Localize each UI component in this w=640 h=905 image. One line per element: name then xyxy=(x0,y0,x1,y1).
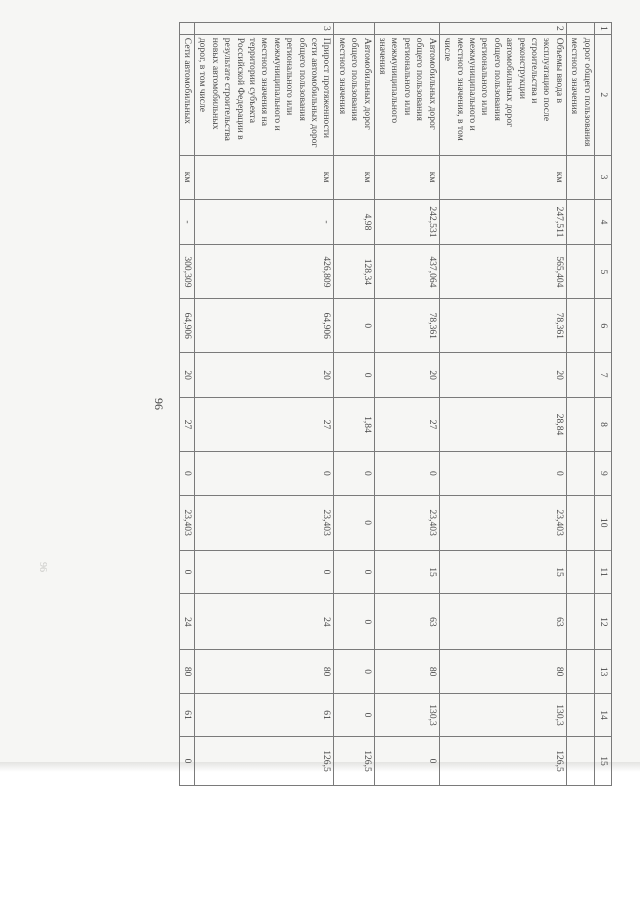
header-cell: 2 xyxy=(594,34,611,155)
value-cell: 0 xyxy=(439,451,566,495)
value-cell: 0 xyxy=(334,495,374,550)
value-cell: 23,403 xyxy=(374,495,439,550)
value-cell: 80 xyxy=(195,650,334,694)
value-cell: 27 xyxy=(374,398,439,452)
rotated-sheet xyxy=(102,22,612,786)
value-cell: 0 xyxy=(334,353,374,398)
value-cell: 0 xyxy=(334,694,374,737)
table-row xyxy=(179,23,194,786)
value-cell xyxy=(566,694,594,737)
value-cell: - xyxy=(195,199,334,245)
faint-scan-mark: 96 xyxy=(37,562,48,572)
row-number-cell: 2 xyxy=(439,23,566,35)
row-label-cell: Прирост протяженности сети автомобильных дорог общего пользования регионального или межмуниципального и местного значения на территории субъекта Российской Федерации в результате строительства новых автомобильных дорог, в том числе xyxy=(195,34,334,155)
value-cell: 80 xyxy=(374,650,439,694)
value-cell xyxy=(566,451,594,495)
table-row xyxy=(374,23,439,786)
value-cell: 20 xyxy=(179,353,194,398)
row-number-cell xyxy=(374,23,439,35)
value-cell: 0 xyxy=(334,299,374,353)
unit-cell: км xyxy=(179,155,194,199)
value-cell: 0 xyxy=(334,550,374,594)
value-cell: 63 xyxy=(439,594,566,650)
value-cell: 80 xyxy=(439,650,566,694)
value-cell: 61 xyxy=(179,694,194,737)
header-cell: 10 xyxy=(594,495,611,550)
header-row xyxy=(594,23,611,786)
header-cell: 8 xyxy=(594,398,611,452)
value-cell xyxy=(566,353,594,398)
value-cell: 63 xyxy=(374,594,439,650)
value-cell xyxy=(566,199,594,245)
value-cell: 64,906 xyxy=(179,299,194,353)
table-row xyxy=(195,23,334,786)
header-cell: 1 xyxy=(594,23,611,35)
value-cell: 126,5 xyxy=(334,737,374,786)
value-cell: 247,511 xyxy=(439,199,566,245)
value-cell: 0 xyxy=(334,650,374,694)
unit-cell: км xyxy=(334,155,374,199)
header-cell: 9 xyxy=(594,451,611,495)
row-label-cell: Сети автомобильных xyxy=(179,34,194,155)
value-cell xyxy=(566,737,594,786)
row-number-cell xyxy=(566,23,594,35)
value-cell: 128,34 xyxy=(334,245,374,299)
unit-cell: км xyxy=(195,155,334,199)
value-cell: 27 xyxy=(195,398,334,452)
value-cell: 126,5 xyxy=(195,737,334,786)
value-cell: 23,403 xyxy=(179,495,194,550)
value-cell: 0 xyxy=(334,594,374,650)
header-cell: 14 xyxy=(594,694,611,737)
value-cell: 0 xyxy=(195,550,334,594)
value-cell: 126,5 xyxy=(439,737,566,786)
value-cell: 0 xyxy=(179,451,194,495)
value-cell xyxy=(566,299,594,353)
value-cell: 437,064 xyxy=(374,245,439,299)
value-cell: 1,84 xyxy=(334,398,374,452)
value-cell: 130,3 xyxy=(374,694,439,737)
value-cell: 426,809 xyxy=(195,245,334,299)
value-cell: 27 xyxy=(179,398,194,452)
value-cell: 20 xyxy=(195,353,334,398)
value-cell: 24 xyxy=(195,594,334,650)
header-cell: 6 xyxy=(594,299,611,353)
value-cell: 0 xyxy=(179,737,194,786)
unit-cell xyxy=(566,155,594,199)
value-cell: 20 xyxy=(374,353,439,398)
header-cell: 3 xyxy=(594,155,611,199)
header-cell: 15 xyxy=(594,737,611,786)
value-cell: 61 xyxy=(195,694,334,737)
row-label-cell: Автомобильных дорог общего пользования местного значения xyxy=(334,34,374,155)
value-cell xyxy=(566,245,594,299)
header-cell: 5 xyxy=(594,245,611,299)
table-row xyxy=(439,23,566,786)
value-cell: - xyxy=(179,199,194,245)
value-cell: 15 xyxy=(374,550,439,594)
header-cell: 12 xyxy=(594,594,611,650)
value-cell: 0 xyxy=(374,737,439,786)
value-cell: 15 xyxy=(439,550,566,594)
row-label-cell: Объемы ввода в эксплуатацию после строительства и реконструкции автомобильных дорог общего пользования регионального или межмуниципального и местного значения, в том числе xyxy=(439,34,566,155)
header-cell: 4 xyxy=(594,199,611,245)
value-cell: 80 xyxy=(179,650,194,694)
indicators-table xyxy=(179,22,612,786)
value-cell: 0 xyxy=(334,451,374,495)
header-cell: 7 xyxy=(594,353,611,398)
unit-cell: км xyxy=(374,155,439,199)
value-cell: 24 xyxy=(179,594,194,650)
value-cell: 0 xyxy=(374,451,439,495)
row-label-cell: Автомобильных дорог общего пользования регионального или межмуниципального значения xyxy=(374,34,439,155)
header-cell: 13 xyxy=(594,650,611,694)
value-cell xyxy=(566,594,594,650)
unit-cell: км xyxy=(439,155,566,199)
value-cell: 242,531 xyxy=(374,199,439,245)
value-cell: 78,361 xyxy=(374,299,439,353)
value-cell: 300,309 xyxy=(179,245,194,299)
header-cell: 11 xyxy=(594,550,611,594)
value-cell: 0 xyxy=(195,451,334,495)
value-cell: 4,98 xyxy=(334,199,374,245)
value-cell: 20 xyxy=(439,353,566,398)
value-cell: 565,404 xyxy=(439,245,566,299)
row-number-cell xyxy=(334,23,374,35)
value-cell: 23,403 xyxy=(195,495,334,550)
value-cell xyxy=(566,550,594,594)
value-cell xyxy=(566,495,594,550)
table-row xyxy=(566,23,594,786)
table-row xyxy=(334,23,374,786)
value-cell: 130,3 xyxy=(439,694,566,737)
value-cell: 0 xyxy=(179,550,194,594)
row-number-cell xyxy=(179,23,194,35)
value-cell xyxy=(566,398,594,452)
value-cell: 78,361 xyxy=(439,299,566,353)
row-number-cell: 3 xyxy=(195,23,334,35)
row-label-cell: дорог общего пользования местного значения xyxy=(566,34,594,155)
value-cell xyxy=(566,650,594,694)
value-cell: 28,84 xyxy=(439,398,566,452)
page-number: 96 xyxy=(152,398,166,410)
value-cell: 23,403 xyxy=(439,495,566,550)
value-cell: 64,906 xyxy=(195,299,334,353)
